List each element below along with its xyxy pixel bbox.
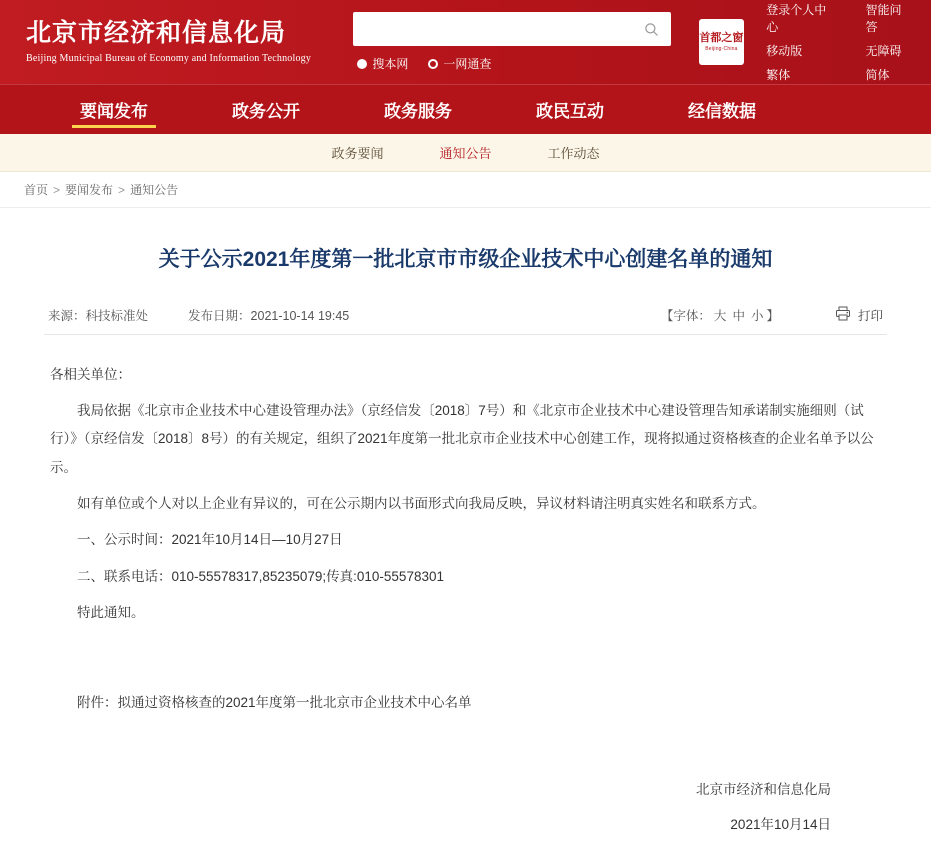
article-signature [50, 772, 881, 842]
link-simplified-chinese[interactable]: 简体 [865, 68, 890, 82]
print-button[interactable] [835, 306, 883, 324]
font-size-control [661, 306, 779, 324]
subnav-item-announcements[interactable]: 通知公告 [439, 146, 492, 161]
article-date [188, 306, 349, 324]
article-paragraph: 各相关单位： [50, 366, 131, 382]
font-size-close-bracket: 】 [766, 308, 779, 323]
printer-icon [835, 306, 851, 324]
attachment-link[interactable]: 附件：拟通过资格核查的2021年度第一批北京市企业技术中心名单 [77, 695, 472, 711]
radio-dot-site [357, 59, 367, 69]
breadcrumb-news[interactable]: 要闻发布 [65, 183, 114, 197]
font-size-small[interactable]: 小 [750, 308, 764, 323]
breadcrumb-home[interactable]: 首页 [24, 183, 49, 197]
date-value: 2021-10-14 19:45 [250, 308, 350, 323]
nav-item-gov-services[interactable]: 政务服务 [384, 102, 452, 121]
article-paragraph: 如有单位或个人对以上企业有异议的，可在公示期内以书面形式向我局反映，异议材料请注明真实姓名和联系方式。 [77, 495, 766, 511]
article-paragraph: 特此通知。 [77, 604, 145, 620]
signer-date: 2021年10月14日 [730, 816, 831, 832]
radio-search-site[interactable] [357, 55, 408, 72]
header-links-col-1 [766, 1, 837, 83]
site-logo[interactable] [18, 20, 333, 65]
link-login-center[interactable]: 登录个人中心 [766, 3, 827, 34]
print-label: 打印 [857, 308, 883, 323]
article-paragraph: 一、公示时间：2021年10月14日—10月27日 [77, 532, 343, 548]
article-body [44, 335, 887, 842]
main-nav [0, 84, 931, 134]
logo-title-cn: 北京市经济和信息化局 [26, 18, 287, 47]
signer-name: 北京市经济和信息化局 [696, 781, 831, 797]
radio-search-all[interactable] [428, 55, 491, 72]
font-size-label: 【字体： [660, 308, 711, 323]
link-traditional-chinese[interactable]: 繁体 [766, 68, 791, 82]
date-label: 发布日期： [188, 308, 251, 323]
search-icon[interactable] [641, 18, 663, 40]
nav-item-news[interactable]: 要闻发布 [38, 85, 190, 134]
nav-item-gov-disclosure[interactable]: 政务公开 [232, 102, 300, 121]
search-scope-radios [353, 55, 670, 72]
link-accessibility[interactable]: 无障碍 [865, 44, 902, 58]
sub-nav [0, 134, 931, 172]
seal-text-cn: 首都之窗 [699, 31, 744, 44]
header-links-col-2 [865, 1, 913, 83]
site-header [0, 0, 931, 84]
article-source [48, 306, 148, 324]
search-area [353, 12, 670, 72]
breadcrumb-separator-2: > [118, 182, 126, 197]
attachment-line [50, 689, 881, 717]
article-meta [44, 306, 887, 335]
beijing-gov-seal[interactable] [699, 19, 745, 65]
subnav-item-work-updates[interactable]: 工作动态 [547, 146, 600, 161]
radio-dot-all [428, 59, 438, 69]
page-title: 关于公示2021年度第一批北京市市级企业技术中心创建名单的通知 [158, 248, 773, 271]
header-links [766, 1, 913, 83]
search-box[interactable] [353, 12, 670, 46]
subnav-item-gov-news[interactable]: 政务要闻 [331, 146, 384, 161]
breadcrumb-separator-1: > [53, 182, 61, 197]
article [0, 244, 931, 842]
font-size-medium[interactable]: 中 [732, 308, 745, 323]
search-input[interactable] [361, 14, 640, 44]
source-label: 来源： [48, 308, 86, 323]
breadcrumb-announcements[interactable]: 通知公告 [130, 183, 179, 197]
article-paragraph: 我局依据《北京市企业技术中心建设管理办法》（京经信发〔2018〕7号）和《北京市企业技术中心建设管理告知承诺制实施细则（试行）》（京经信发〔2018〕8号）的有关规定，组织了2021年度第一批北京市企业技术中心创建工作，现将拟通过资格核查的企业名单予以公示。 [50, 402, 874, 475]
nav-item-data[interactable]: 经信数据 [688, 102, 756, 121]
logo-title-en: Beijing Municipal Bureau of Economy and Information Technology [26, 53, 312, 65]
breadcrumb [0, 172, 931, 208]
nav-item-public-interaction[interactable]: 政民互动 [536, 102, 604, 121]
source-value: 科技标准处 [85, 308, 149, 323]
seal-text-en: Beijing·China [705, 45, 738, 52]
link-smart-qa[interactable]: 智能问答 [865, 3, 902, 34]
article-paragraph: 二、联系电话：010-55578317,85235079;传真:010-55578301 [77, 568, 444, 584]
radio-label-all: 一网通查 [443, 57, 492, 71]
radio-label-site: 搜本网 [372, 57, 409, 71]
link-mobile-version[interactable]: 移动版 [766, 44, 803, 58]
font-size-large[interactable]: 大 [713, 308, 727, 323]
